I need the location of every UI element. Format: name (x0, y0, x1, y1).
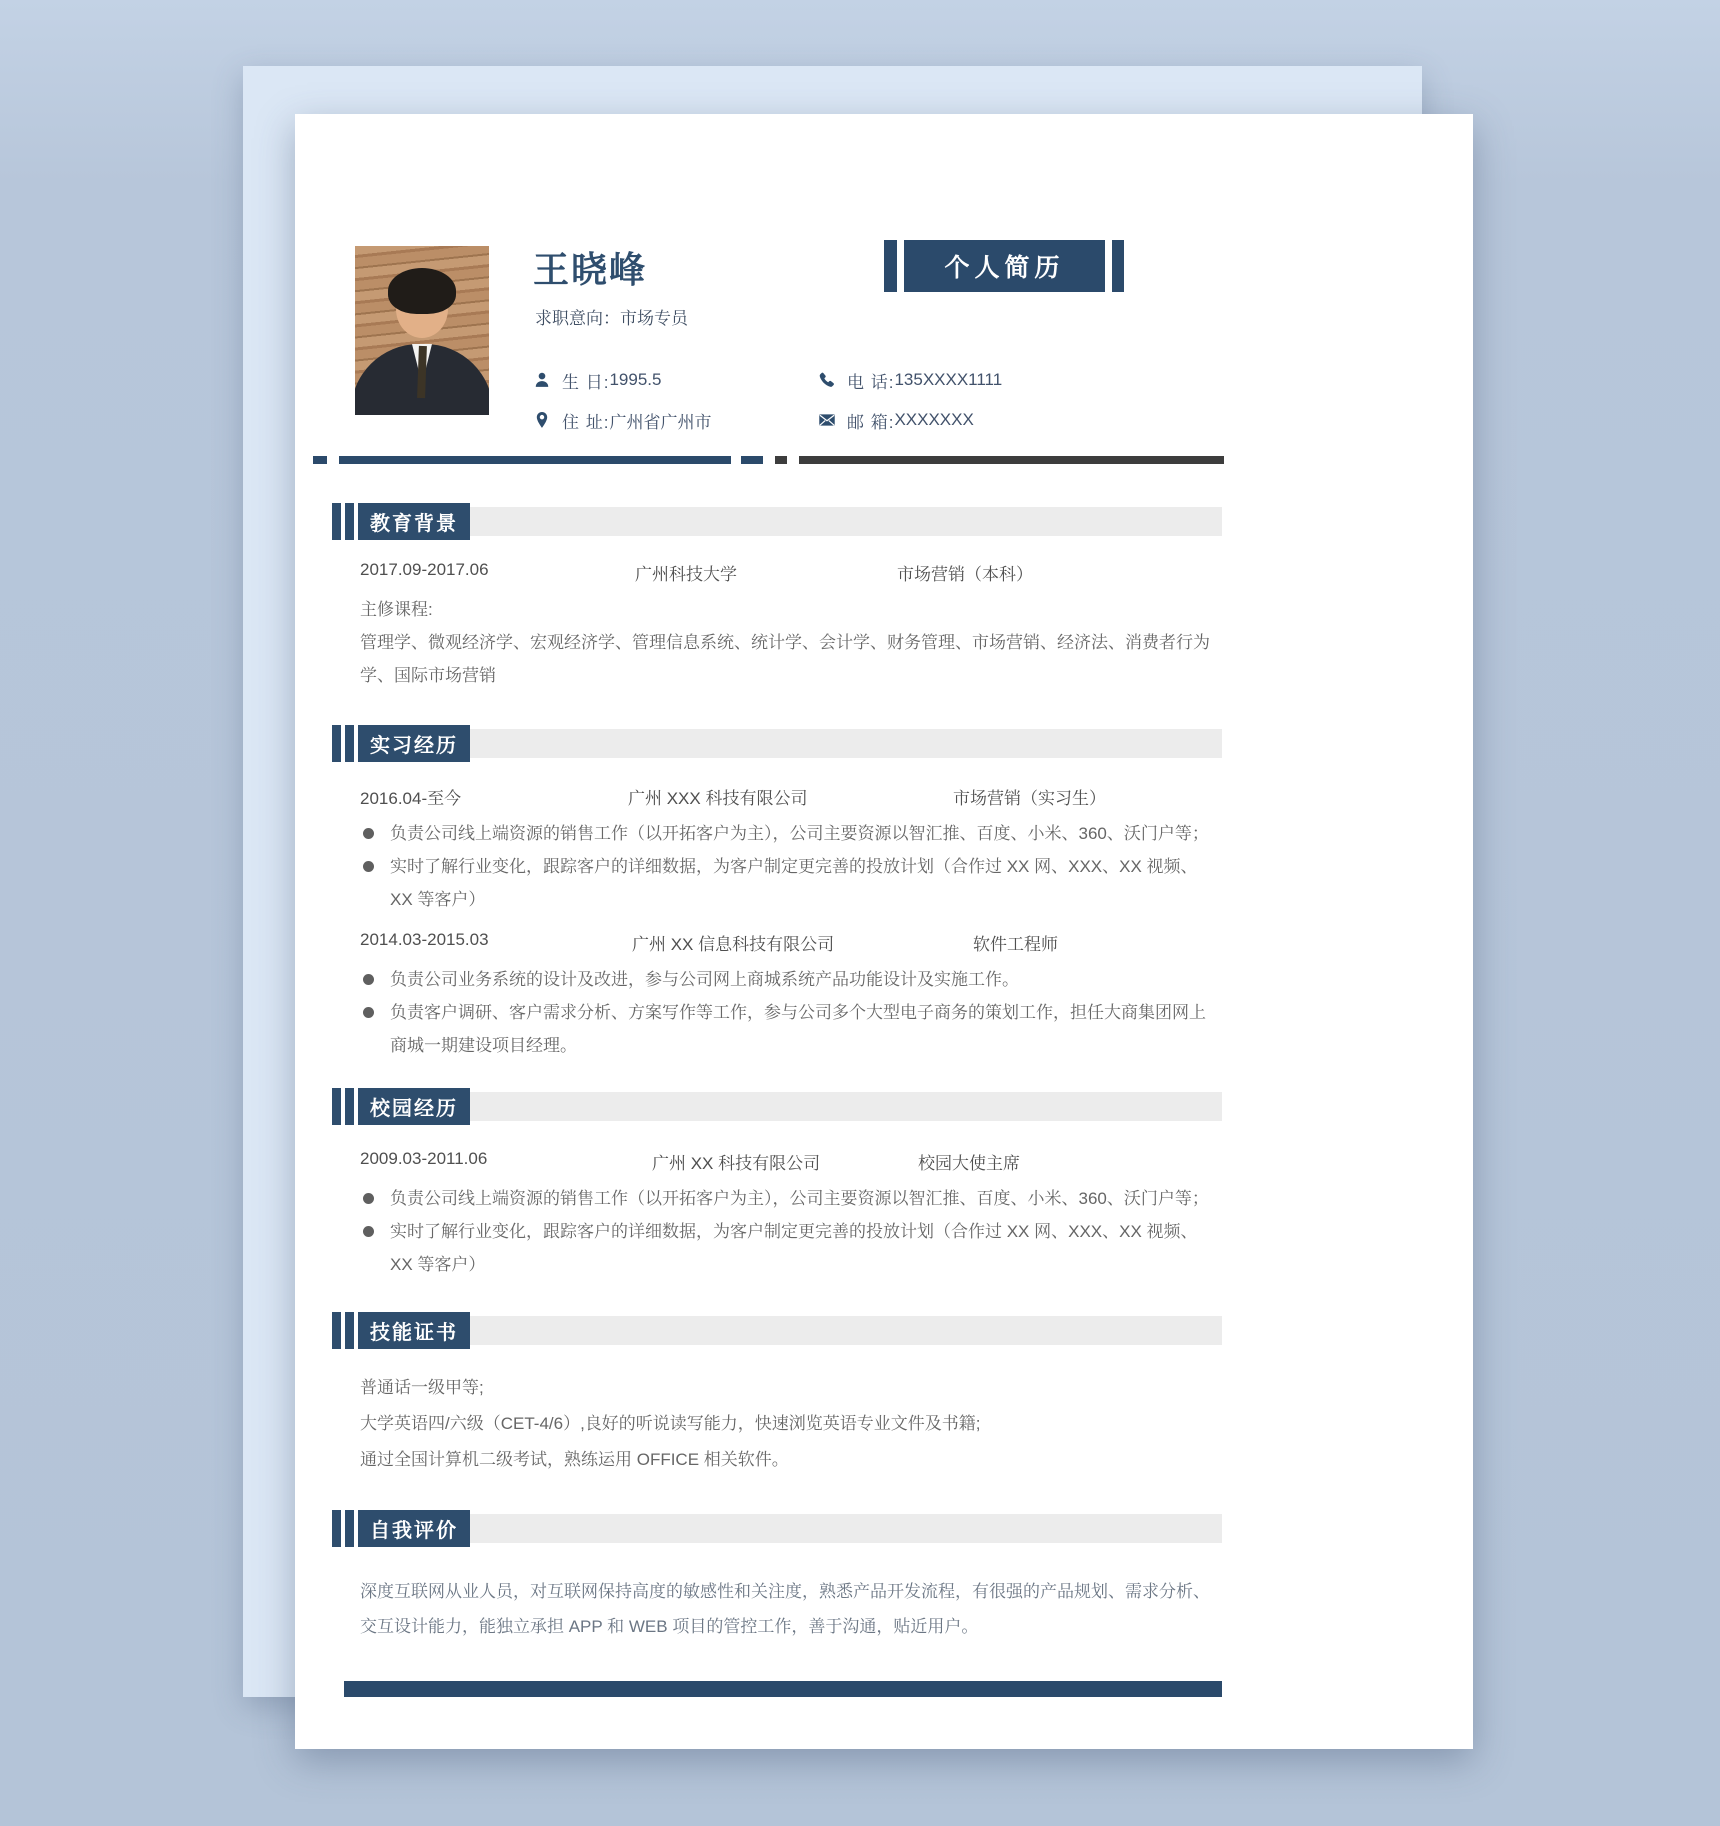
bullet-list (360, 817, 1220, 916)
header-divider (313, 456, 1224, 464)
entry-company: 广州 XXX 科技有限公司 (628, 789, 808, 808)
entry-position: 校园大使主席 (918, 1154, 1020, 1173)
campus-body (360, 1149, 1220, 1281)
bullet-item (360, 963, 1220, 996)
section-band (358, 1092, 1222, 1121)
section-accent-bar (332, 725, 341, 762)
bullet-item (360, 1215, 1220, 1281)
section-accent-bar (345, 503, 354, 540)
internship-entry-row (360, 930, 1220, 960)
contact-value: 1995.5 (609, 370, 662, 389)
section-accent-bar (345, 1088, 354, 1125)
divider-navy-segment (313, 456, 327, 464)
section-accent-bar (345, 725, 354, 762)
divider-navy-segment (741, 456, 763, 464)
contact-birth (533, 368, 661, 392)
course-list: 管理学、微观经济学、宏观经济学、管理信息系统、统计学、会计学、财务管理、市场营销、经济法、消费者行为学、国际市场营销 (360, 633, 1210, 685)
bullet-dot (363, 1226, 374, 1237)
contact-label: 生 日: (562, 372, 610, 392)
bullet-dot (363, 1193, 374, 1204)
section-title: 教育背景 (358, 503, 470, 540)
entry-school: 广州科技大学 (635, 565, 737, 584)
bullet-dot (363, 861, 374, 872)
profile-photo (355, 246, 489, 415)
bullet-item (360, 1182, 1220, 1215)
section-band (358, 1514, 1222, 1543)
contact-label: 邮 箱: (847, 412, 895, 432)
entry-date: 2009.03-2011.06 (360, 1149, 488, 1168)
skill-line: 普通话一级甲等; (360, 1378, 484, 1397)
entry-position: 市场营销（实习生） (953, 789, 1106, 808)
phone-icon (818, 371, 836, 389)
section-title: 校园经历 (358, 1088, 470, 1125)
contact-label: 电 话: (847, 372, 895, 392)
bullet-text: 负责公司线上端资源的销售工作（以开拓客户为主），公司主要资源以智汇推、百度、小米、360、沃门户等； (390, 824, 1209, 843)
section-band (358, 1316, 1222, 1345)
bullet-list (360, 963, 1220, 1062)
section-accent-bar (345, 1312, 354, 1349)
divider-dark-segment (799, 456, 1224, 464)
badge-left-bar (884, 240, 897, 292)
entry-company: 广州 XX 科技有限公司 (652, 1154, 821, 1173)
skills-body (360, 1370, 1220, 1478)
envelope-icon (818, 411, 836, 429)
location-icon (533, 411, 551, 429)
skill-line: 大学英语四/六级（CET-4/6）,良好的听说读写能力，快速浏览英语专业文件及书籍; (360, 1414, 981, 1433)
bullet-text: 负责公司业务系统的设计及改进，参与公司网上商城系统产品功能设计及实施工作。 (390, 970, 1019, 989)
contact-email (818, 408, 974, 432)
section-header-campus (295, 1088, 1473, 1125)
course-label: 主修课程: (360, 600, 433, 619)
selfeval-text: 深度互联网从业人员，对互联网保持高度的敏感性和关注度，熟悉产品开发流程，有很强的产品规划、需求分析、交互设计能力，能独立承担 APP 和 WEB 项目的管控工作，善于沟通，贴近用户。 (360, 1582, 1210, 1636)
bullet-dot (363, 828, 374, 839)
entry-date: 2017.09-2017.06 (360, 560, 489, 579)
badge-right-bar (1112, 240, 1124, 292)
section-accent-bar (345, 1510, 354, 1547)
bullet-text: 实时了解行业变化，跟踪客户的详细数据，为客户制定更完善的投放计划（合作过 XX 网、XXX、XX 视频、XX 等客户） (390, 857, 1198, 909)
candidate-name: 王晓峰 (533, 249, 648, 290)
section-header-skills (295, 1312, 1473, 1349)
divider-navy-segment (339, 456, 731, 464)
bullet-list (360, 1182, 1220, 1281)
bullet-text: 负责客户调研、客户需求分析、方案写作等工作，参与公司多个大型电子商务的策划工作，担任大商集团网上商城一期建设项目经理。 (390, 1003, 1206, 1055)
entry-major: 市场营销（本科） (897, 565, 1033, 584)
contact-phone (818, 368, 1002, 392)
contact-value: XXXXXXX (894, 410, 974, 429)
section-title: 实习经历 (358, 725, 470, 762)
section-band (358, 729, 1222, 758)
photo-hair (388, 268, 456, 314)
section-band (358, 507, 1222, 536)
section-title: 自我评价 (358, 1510, 470, 1547)
section-header-selfeval (295, 1510, 1473, 1547)
bullet-item (360, 817, 1220, 850)
section-accent-bar (332, 503, 341, 540)
person-icon (533, 371, 551, 389)
internship-body (360, 784, 1220, 1062)
bullet-text: 实时了解行业变化，跟踪客户的详细数据，为客户制定更完善的投放计划（合作过 XX 网、XXX、XX 视频、XX 等客户） (390, 1222, 1198, 1274)
entry-company: 广州 XX 信息科技有限公司 (632, 935, 835, 954)
contact-address (533, 408, 711, 432)
entry-date: 2016.04-至今 (360, 789, 462, 808)
bullet-text: 负责公司线上端资源的销售工作（以开拓客户为主），公司主要资源以智汇推、百度、小米、360、沃门户等； (390, 1189, 1209, 1208)
contact-value: 135XXXX1111 (894, 370, 1003, 389)
selfeval-body (360, 1574, 1220, 1644)
entry-position: 软件工程师 (973, 935, 1058, 954)
section-title: 技能证书 (358, 1312, 470, 1349)
section-accent-bar (332, 1088, 341, 1125)
skill-line: 通过全国计算机二级考试，熟练运用 OFFICE 相关软件。 (360, 1450, 789, 1469)
section-accent-bar (332, 1312, 341, 1349)
contact-label: 住 址: (562, 412, 610, 432)
divider-dark-segment (775, 456, 787, 464)
campus-entry-row (360, 1149, 1220, 1179)
bullet-dot (363, 974, 374, 985)
bullet-item (360, 850, 1220, 916)
job-intent: 求职意向：市场专员 (535, 309, 688, 328)
contact-value: 广州省广州市 (609, 412, 712, 432)
education-entry-row (360, 560, 1220, 590)
bullet-item (360, 996, 1220, 1062)
bullet-dot (363, 1007, 374, 1018)
section-accent-bar (332, 1510, 341, 1547)
badge-title: 个人简历 (904, 240, 1105, 292)
resume-page (295, 114, 1473, 1749)
education-body (360, 560, 1220, 692)
footer-bar (344, 1681, 1222, 1697)
section-header-education (295, 503, 1473, 540)
internship-entry-row (360, 784, 1220, 814)
resume-badge (884, 240, 1124, 292)
section-header-internship (295, 725, 1473, 762)
entry-date: 2014.03-2015.03 (360, 930, 489, 949)
